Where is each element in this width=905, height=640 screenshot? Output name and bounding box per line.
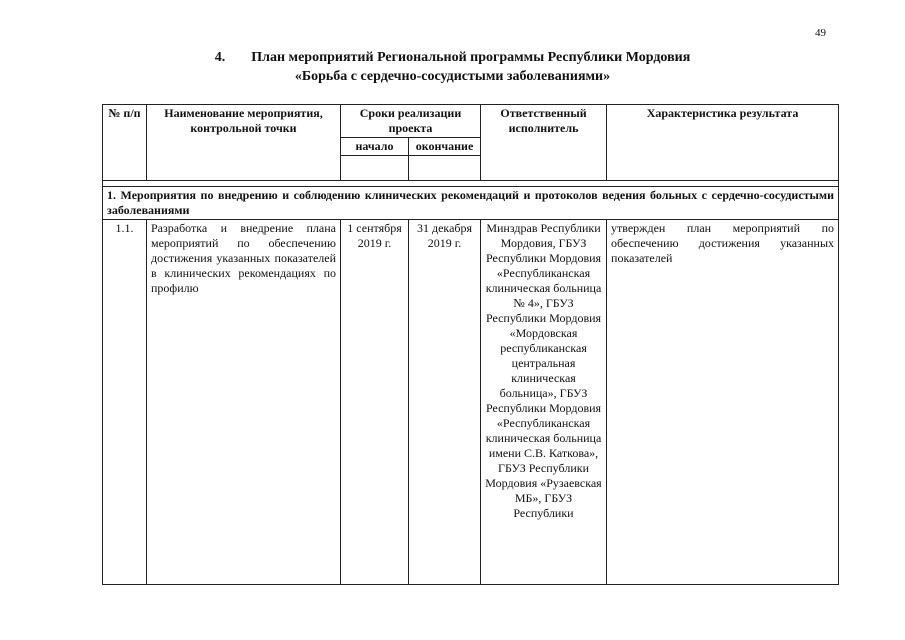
row-num: 1.1.: [103, 220, 147, 585]
action-plan-table: [102, 104, 839, 585]
row-result: утвержден план мероприятий по обеспечению достижения указанных показателей: [607, 220, 839, 585]
title-line-2: «Борьба с сердечно-сосудистыми заболеваниями»: [294, 69, 611, 84]
document-title: [0, 48, 905, 86]
header-responsible: Ответственный исполнитель: [481, 105, 607, 181]
row-name: Разработка и внедрение плана мероприятий по обеспечению достижения указанных показателей в клинических рекомендациях по профилю: [147, 220, 341, 585]
row-start: 1 сентября 2019 г.: [341, 220, 409, 585]
row-end: 31 декабря 2019 г.: [409, 220, 481, 585]
header-num: № п/п: [103, 105, 147, 181]
header-result: Характеристика результата: [607, 105, 839, 181]
section-number: 4.: [214, 50, 226, 65]
header-terms: Сроки реализации проекта: [341, 105, 481, 138]
header-name: Наименование мероприятия, контрольной точки: [147, 105, 341, 181]
title-line-1: [0, 48, 905, 67]
row-responsible: Минздрав Республики Мордовия, ГБУЗ Республики Мордовия «Республиканская клиническая больница № 4», ГБУЗ Республики Мордовия «Мордовская республиканская центральная клиническая больница», ГБУЗ Республики Мордовия «Республиканская клиническая больница имени С.В. Каткова», ГБУЗ Республики Мордовия «Рузаевская МБ», ГБУЗ Республики: [481, 220, 607, 585]
header-end: окончание: [409, 138, 481, 156]
header-end-blank: [409, 156, 481, 181]
section-heading: 1. Мероприятия по внедрению и соблюдению клинических рекомендаций и протоколов ведения больных с сердечно-сосудистыми заболеваниями: [103, 187, 839, 220]
header-start: начало: [341, 138, 409, 156]
title-text-1: План мероприятий Региональной программы Республики Мордовия: [251, 50, 691, 65]
table-row: [103, 220, 839, 585]
header-start-blank: [341, 156, 409, 181]
page-number: 49: [815, 27, 826, 39]
